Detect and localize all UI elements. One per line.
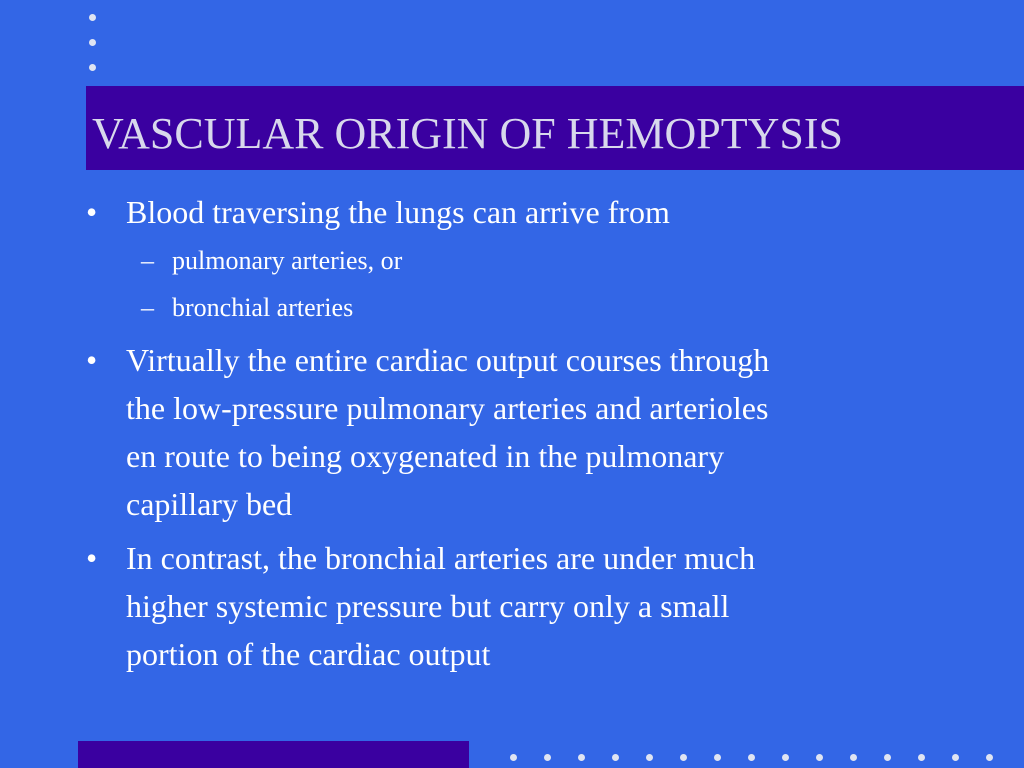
bullet-marker: • [86, 540, 98, 576]
decor-dot [952, 754, 959, 761]
bullet-text [126, 336, 986, 528]
bullet-line: Blood traversing the lungs can arrive from [126, 194, 670, 230]
sub-bullet-item [86, 289, 986, 327]
decor-dot [89, 64, 96, 71]
decor-dot [918, 754, 925, 761]
decor-dot [782, 754, 789, 761]
sub-bullet-text: pulmonary arteries, or [172, 246, 403, 275]
bullet-line: In contrast, the bronchial arteries are under much [126, 540, 756, 576]
bullet-line: portion of the cardiac output [126, 636, 491, 672]
bullet-text [126, 534, 986, 678]
bullet-marker: • [86, 342, 98, 378]
decor-dot [578, 754, 585, 761]
bullet-item [86, 534, 986, 678]
sub-bullet-marker: – [141, 246, 154, 275]
bullet-marker: • [86, 194, 98, 230]
sub-bullet-item [86, 242, 986, 280]
decor-dot [986, 754, 993, 761]
decor-dot [714, 754, 721, 761]
decor-dot [510, 754, 517, 761]
decor-dot [646, 754, 653, 761]
decor-dot [816, 754, 823, 761]
sub-bullet-marker: – [141, 293, 154, 322]
decor-dot [89, 39, 96, 46]
bullet-item [86, 188, 986, 236]
bullet-text [126, 188, 986, 236]
bullet-line: the low-pressure pulmonary arteries and arterioles [126, 390, 769, 426]
decor-dot [612, 754, 619, 761]
bullet-item [86, 336, 986, 528]
bullet-line: en route to being oxygenated in the pulmonary [126, 438, 725, 474]
decor-dot [544, 754, 551, 761]
bottom-accent-bar [78, 741, 469, 768]
decor-dot [884, 754, 891, 761]
slide-title: VASCULAR ORIGIN OF HEMOPTYSIS [92, 109, 843, 158]
decor-dot [748, 754, 755, 761]
decor-dot [850, 754, 857, 761]
sub-bullet-text: bronchial arteries [172, 293, 354, 322]
decor-dot [680, 754, 687, 761]
slide-body [86, 188, 986, 684]
bullet-line: Virtually the entire cardiac output courses through [126, 342, 770, 378]
bullet-line: higher systemic pressure but carry only a small [126, 588, 730, 624]
decor-dot [89, 14, 96, 21]
bullet-line: capillary bed [126, 486, 293, 522]
